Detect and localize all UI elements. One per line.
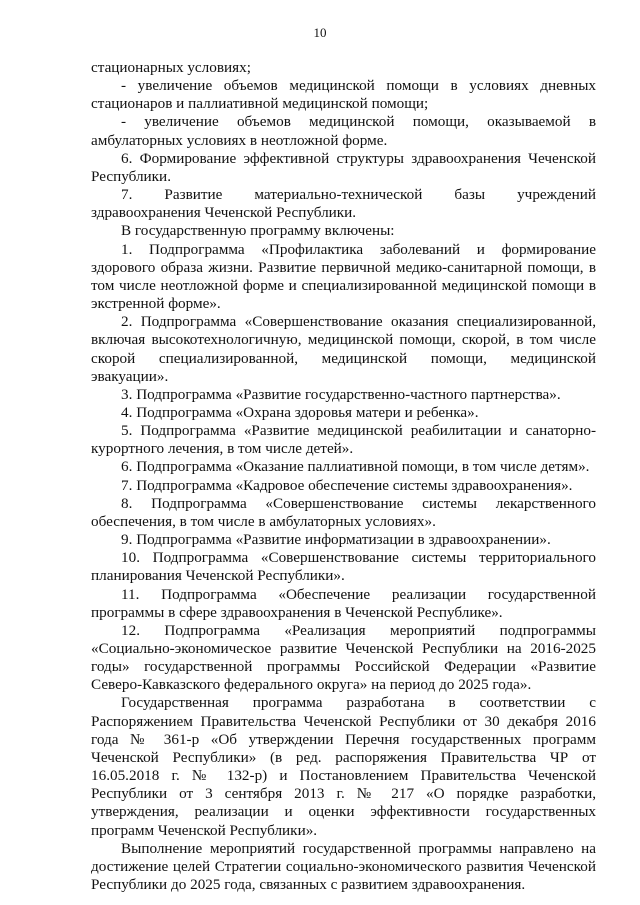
paragraph-subprogram: 5. Подпрограмма «Развитие медицинской реабилитации и санаторно-курортного лечения, в том числе детей». (91, 422, 596, 458)
paragraph-list-item: - увеличение объемов медицинской помощи в условиях дневных стационаров и паллиативной медицинской помощи; (91, 77, 596, 113)
paragraph-task: 7. Развитие материально-технической базы учреждений здравоохранения Чеченской Республики. (91, 186, 596, 222)
page-number: 10 (313, 25, 327, 40)
paragraph-subprogram: 2. Подпрограмма «Совершенствование оказания специализированной, включая высокотехнологичную, медицинской помощи, скорой, в том числе скорой специализированной, медицинской помощи, медицинской эвакуации». (91, 313, 596, 385)
paragraph-subprogram: 1. Подпрограмма «Профилактика заболеваний и формирование здорового образа жизни. Развитие первичной медико-санитарной помощи, в том числе неотложной форме и специализированной медицинской помощи в экстренной форме». (91, 240, 596, 313)
paragraph-legal-basis: Государственная программа разработана в соответствии с Распоряжением Правительства Чеченской Республики от 30 декабря 2016 года № 361-р «Об утверждении Перечня государственных программ Чеченской Республики» (в ред. распоряжения Правительства ЧР от 16.05.2018 г. № 132-р) и Постановлением Правительства Чеченской Республики от 3 сентября 2013 г. № 217 «О порядке разработки, утверждения, реализации и оценки эффективности государственных программ Чеченской Республики». (91, 694, 596, 839)
document-body (91, 59, 596, 894)
paragraph-subprogram: 7. Подпрограмма «Кадровое обеспечение системы здравоохранения». (121, 476, 573, 494)
paragraph-goals: Выполнение мероприятий государственной программы направлено на достижение целей Стратегии социально-экономического развития Чеченской Республики до 2025 года, связанных с развитием здравоохранения. (91, 839, 596, 894)
paragraph-intro: В государственную программу включены: (121, 222, 395, 240)
paragraph-subprogram: 11. Подпрограмма «Обеспечение реализации государственной программы в сфере здравоохранения в Чеченской Республике». (91, 585, 596, 621)
paragraph-subprogram: 6. Подпрограмма «Оказание паллиативной помощи, в том числе детям». (121, 458, 590, 476)
paragraph-task: 6. Формирование эффективной структуры здравоохранения Чеченской Республики. (91, 149, 596, 185)
paragraph-continuation: стационарных условиях; (91, 59, 251, 76)
paragraph-subprogram: 9. Подпрограмма «Развитие информатизации в здравоохранении». (121, 531, 551, 549)
paragraph-subprogram: 12. Подпрограмма «Реализация мероприятий подпрограммы «Социально-экономическое развитие Чеченской Республики на 2016-2025 годы» государственной программы Российской Федерации «Развитие Северо-Кавказского федерального округа» на период до 2025 года». (91, 621, 596, 694)
paragraph-subprogram: 4. Подпрограмма «Охрана здоровья матери и ребенка». (121, 403, 479, 421)
paragraph-subprogram: 3. Подпрограмма «Развитие государственно-частного партнерства». (121, 385, 561, 403)
paragraph-subprogram: 8. Подпрограмма «Совершенствование системы лекарственного обеспечения, в том числе в амбулаторных условиях». (91, 494, 596, 530)
paragraph-subprogram: 10. Подпрограмма «Совершенствование системы территориального планирования Чеченской Республики». (91, 549, 596, 585)
paragraph-list-item: - увеличение объемов медицинской помощи, оказываемой в амбулаторных условиях в неотложной форме. (91, 113, 596, 149)
